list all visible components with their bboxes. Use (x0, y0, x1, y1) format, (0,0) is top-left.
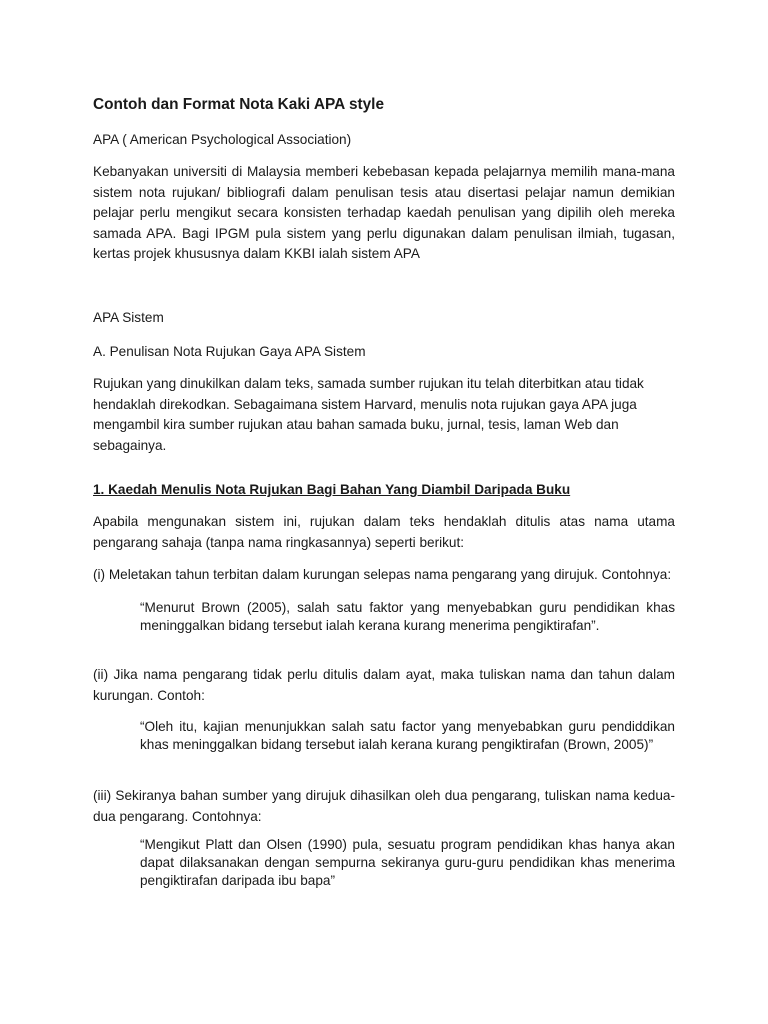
intro-paragraph: Kebanyakan universiti di Malaysia memberi kebebasan kepada pelajarnya memilih mana-mana sistem nota rujukan/ bibliografi dalam penulisan tesis atau disertasi pelajar namun demikian pelajar perlu mengikut secara konsisten terhadap kaedah penulisan yang dipilih oleh mereka samada APA. Bagi IPGM pula sistem yang perlu digunakan dalam penulisan ilmiah, tugasan, kertas projek khususnya dalam KKBI ialah sistem APA (93, 164, 675, 261)
rujukan-paragraph: Rujukan yang dinukilkan dalam teks, samada sumber rujukan itu telah diterbitkan atau tidak hendaklah direkodkan. Sebagaimana sistem Harvard, menulis nota rujukan gaya APA juga mengambil kira sumber rujukan atau bahan samada buku, jurnal, tesis, laman Web dan sebagainya. (93, 376, 644, 453)
quote-i: “Menurut Brown (2005), salah satu faktor yang menyebabkan guru pendidikan khas meninggalkan bidang tersebut ialah kerana kurang menerima pengiktirafan”. (140, 600, 675, 633)
quote-ii: “Oleh itu, kajian menunjukkan salah satu factor yang menyebabkan guru pendiddikan khas meninggalkan bidang tersebut ialah kerana kurang pengiktirafan (Brown, 2005)” (140, 719, 675, 752)
apabila-paragraph: Apabila mengunakan sistem ini, rujukan dalam teks hendaklah ditulis atas nama utama pengarang sahaja (tanpa nama ringkasannya) seperti berikut: (93, 514, 675, 550)
section-a-heading: A. Penulisan Nota Rujukan Gaya APA Sistem (93, 344, 366, 359)
document-title: Contoh dan Format Nota Kaki APA style (93, 96, 385, 113)
item-i: (i) Meletakan tahun terbitan dalam kurungan selepas nama pengarang yang dirujuk. Contohnya: (93, 567, 672, 582)
section-1-heading: 1. Kaedah Menulis Nota Rujukan Bagi Bahan Yang Diambil Daripada Buku (93, 482, 571, 497)
item-ii: (ii) Jika nama pengarang tidak perlu ditulis dalam ayat, maka tuliskan nama dan tahun dalam kurungan. Contoh: (93, 667, 675, 703)
item-iii: (iii) Sekiranya bahan sumber yang dirujuk dihasilkan oleh dua pengarang, tuliskan nama kedua-dua pengarang. Contohnya: (93, 788, 675, 824)
apa-definition: APA ( American Psychological Association) (93, 132, 352, 147)
apa-sistem-heading: APA Sistem (93, 310, 164, 325)
quote-iii: “Mengikut Platt dan Olsen (1990) pula, sesuatu program pendidikan khas hanya akan dapat dilaksanakan dengan sempurna sekiranya guru-guru pendidikan khas menerima pengiktirafan daripada ibu bapa” (140, 837, 675, 888)
